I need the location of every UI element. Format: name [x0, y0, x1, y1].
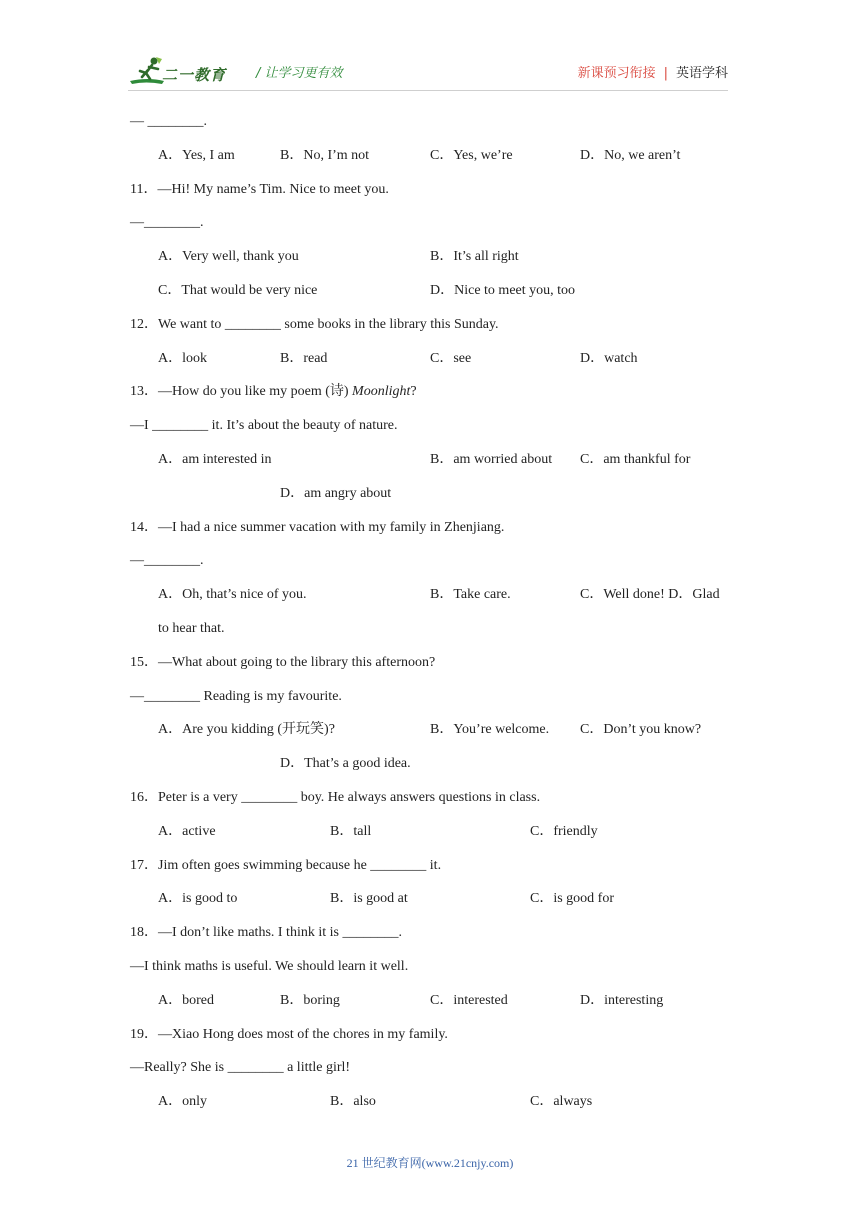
- logo-text: 二一教育: [162, 66, 227, 84]
- question-list: [130, 111, 740, 1125]
- q14-options: [130, 584, 740, 618]
- q16-option-a: A．active: [158, 823, 216, 839]
- q10-option-d: D．No, we aren’t: [580, 147, 681, 163]
- q17-option-b: B．is good at: [330, 891, 408, 907]
- q13-option-b: B．am worried about: [430, 451, 553, 467]
- q13-response: —I ________ it. It’s about the beauty of nature.: [130, 418, 398, 434]
- header-subject: [578, 62, 728, 81]
- header-discipline: 英语学科: [675, 66, 728, 81]
- q16-option-c: C．friendly: [530, 823, 598, 839]
- q17-stem: 17．Jim often goes swimming because he ________ it.: [130, 857, 442, 873]
- q17-option-c: C．is good for: [530, 891, 614, 907]
- q18-option-d: D．interesting: [580, 992, 664, 1008]
- q18-option-b: B．boring: [280, 992, 340, 1008]
- q16-options: [130, 821, 740, 855]
- q15-option-d: D．That’s a good idea.: [280, 756, 411, 772]
- q12-option-a: A．look: [158, 350, 207, 366]
- q18-stem: 18．—I don’t like maths. I think it is ________.: [130, 925, 402, 941]
- q10-response: — ________.: [130, 114, 207, 129]
- q14-option-d-tail: to hear that.: [158, 620, 225, 636]
- q13-stem-text: 13．—How do you like my poem (诗): [130, 384, 353, 400]
- header-slogan: / 让学习更有效: [256, 66, 343, 81]
- q19-option-c: C．always: [530, 1094, 593, 1110]
- page-header: [128, 52, 728, 92]
- q19-option-b: B．also: [330, 1094, 376, 1110]
- q13-stem-end: ?: [410, 384, 417, 400]
- q15-option-a: A．Are you kidding (开玩笑)?: [158, 722, 335, 738]
- q16-option-b: B．tall: [330, 823, 372, 839]
- q14-option-c-d: C．Well done! D．Glad: [580, 587, 720, 603]
- header-separator: |: [663, 66, 668, 81]
- q13-option-d: D．am angry about: [280, 485, 392, 501]
- q19-stem: 19．—Xiao Hong does most of the chores in my family.: [130, 1026, 448, 1042]
- q14-stem: 14．—I had a nice summer vacation with my family in Zhenjiang.: [130, 519, 505, 535]
- q10-option-c: C．Yes, we’re: [430, 147, 513, 163]
- q17-options: [130, 888, 740, 922]
- q13-option-a: A．am interested in: [158, 451, 272, 467]
- q19-option-a: A．only: [158, 1094, 207, 1110]
- q18-response: —I think maths is useful. We should learn it well.: [130, 958, 409, 974]
- q19-options: [130, 1091, 740, 1125]
- q13-stem: [130, 381, 740, 415]
- q15-option-c: C．Don’t you know?: [580, 722, 702, 738]
- q14-option-a: A．Oh, that’s nice of you.: [158, 587, 307, 603]
- q11-option-b: B．It’s all right: [430, 249, 519, 265]
- q14-response: —________.: [130, 553, 204, 569]
- q10-option-b: B．No, I’m not: [280, 147, 370, 163]
- q10-options: [130, 145, 740, 179]
- q11-option-d: D．Nice to meet you, too: [430, 282, 576, 298]
- q11-stem: 11．—Hi! My name’s Tim. Nice to meet you.: [130, 181, 389, 197]
- q16-stem: 16．Peter is a very ________ boy. He always answers questions in class.: [130, 789, 541, 805]
- q15-response: —________ Reading is my favourite.: [130, 688, 342, 704]
- header-rule: [128, 90, 728, 91]
- q13-option-c: C．am thankful for: [580, 451, 691, 467]
- q15-option-b: B．You’re welcome.: [430, 722, 550, 738]
- q19-response: —Really? She is ________ a little girl!: [130, 1060, 351, 1076]
- q14-option-b: B．Take care.: [430, 587, 511, 603]
- q11-option-a: A．Very well, thank you: [158, 249, 299, 265]
- page-footer: 21 世纪教育网(www.21cnjy.com): [346, 1156, 514, 1170]
- q10-option-a: A．Yes, I am: [158, 147, 235, 163]
- q12-options: [130, 348, 740, 382]
- q18-option-a: A．bored: [158, 992, 214, 1008]
- q11-option-c: C．That would be very nice: [158, 282, 318, 298]
- q11-options-row2: [130, 280, 740, 314]
- q15-options-row1: [130, 719, 740, 753]
- q11-response: —________.: [130, 215, 204, 231]
- q13-poem-title: Moonlight: [352, 384, 411, 400]
- q13-options-row2: [130, 483, 740, 517]
- q12-option-d: D．watch: [580, 350, 638, 366]
- q15-stem: 15．—What about going to the library this afternoon?: [130, 654, 436, 670]
- q11-options-row1: [130, 246, 740, 280]
- q15-options-row2: [130, 753, 740, 787]
- q17-option-a: A．is good to: [158, 891, 238, 907]
- q12-option-c: C．see: [430, 350, 472, 366]
- q12-stem: 12．We want to ________ some books in the library this Sunday.: [130, 316, 499, 332]
- q18-option-c: C．interested: [430, 992, 508, 1008]
- header-course: 新课预习衔接: [577, 66, 656, 81]
- q14-options-wrap: [130, 618, 740, 652]
- q13-options-row1: [130, 449, 740, 483]
- q18-options: [130, 990, 740, 1024]
- q12-option-b: B．read: [280, 350, 328, 366]
